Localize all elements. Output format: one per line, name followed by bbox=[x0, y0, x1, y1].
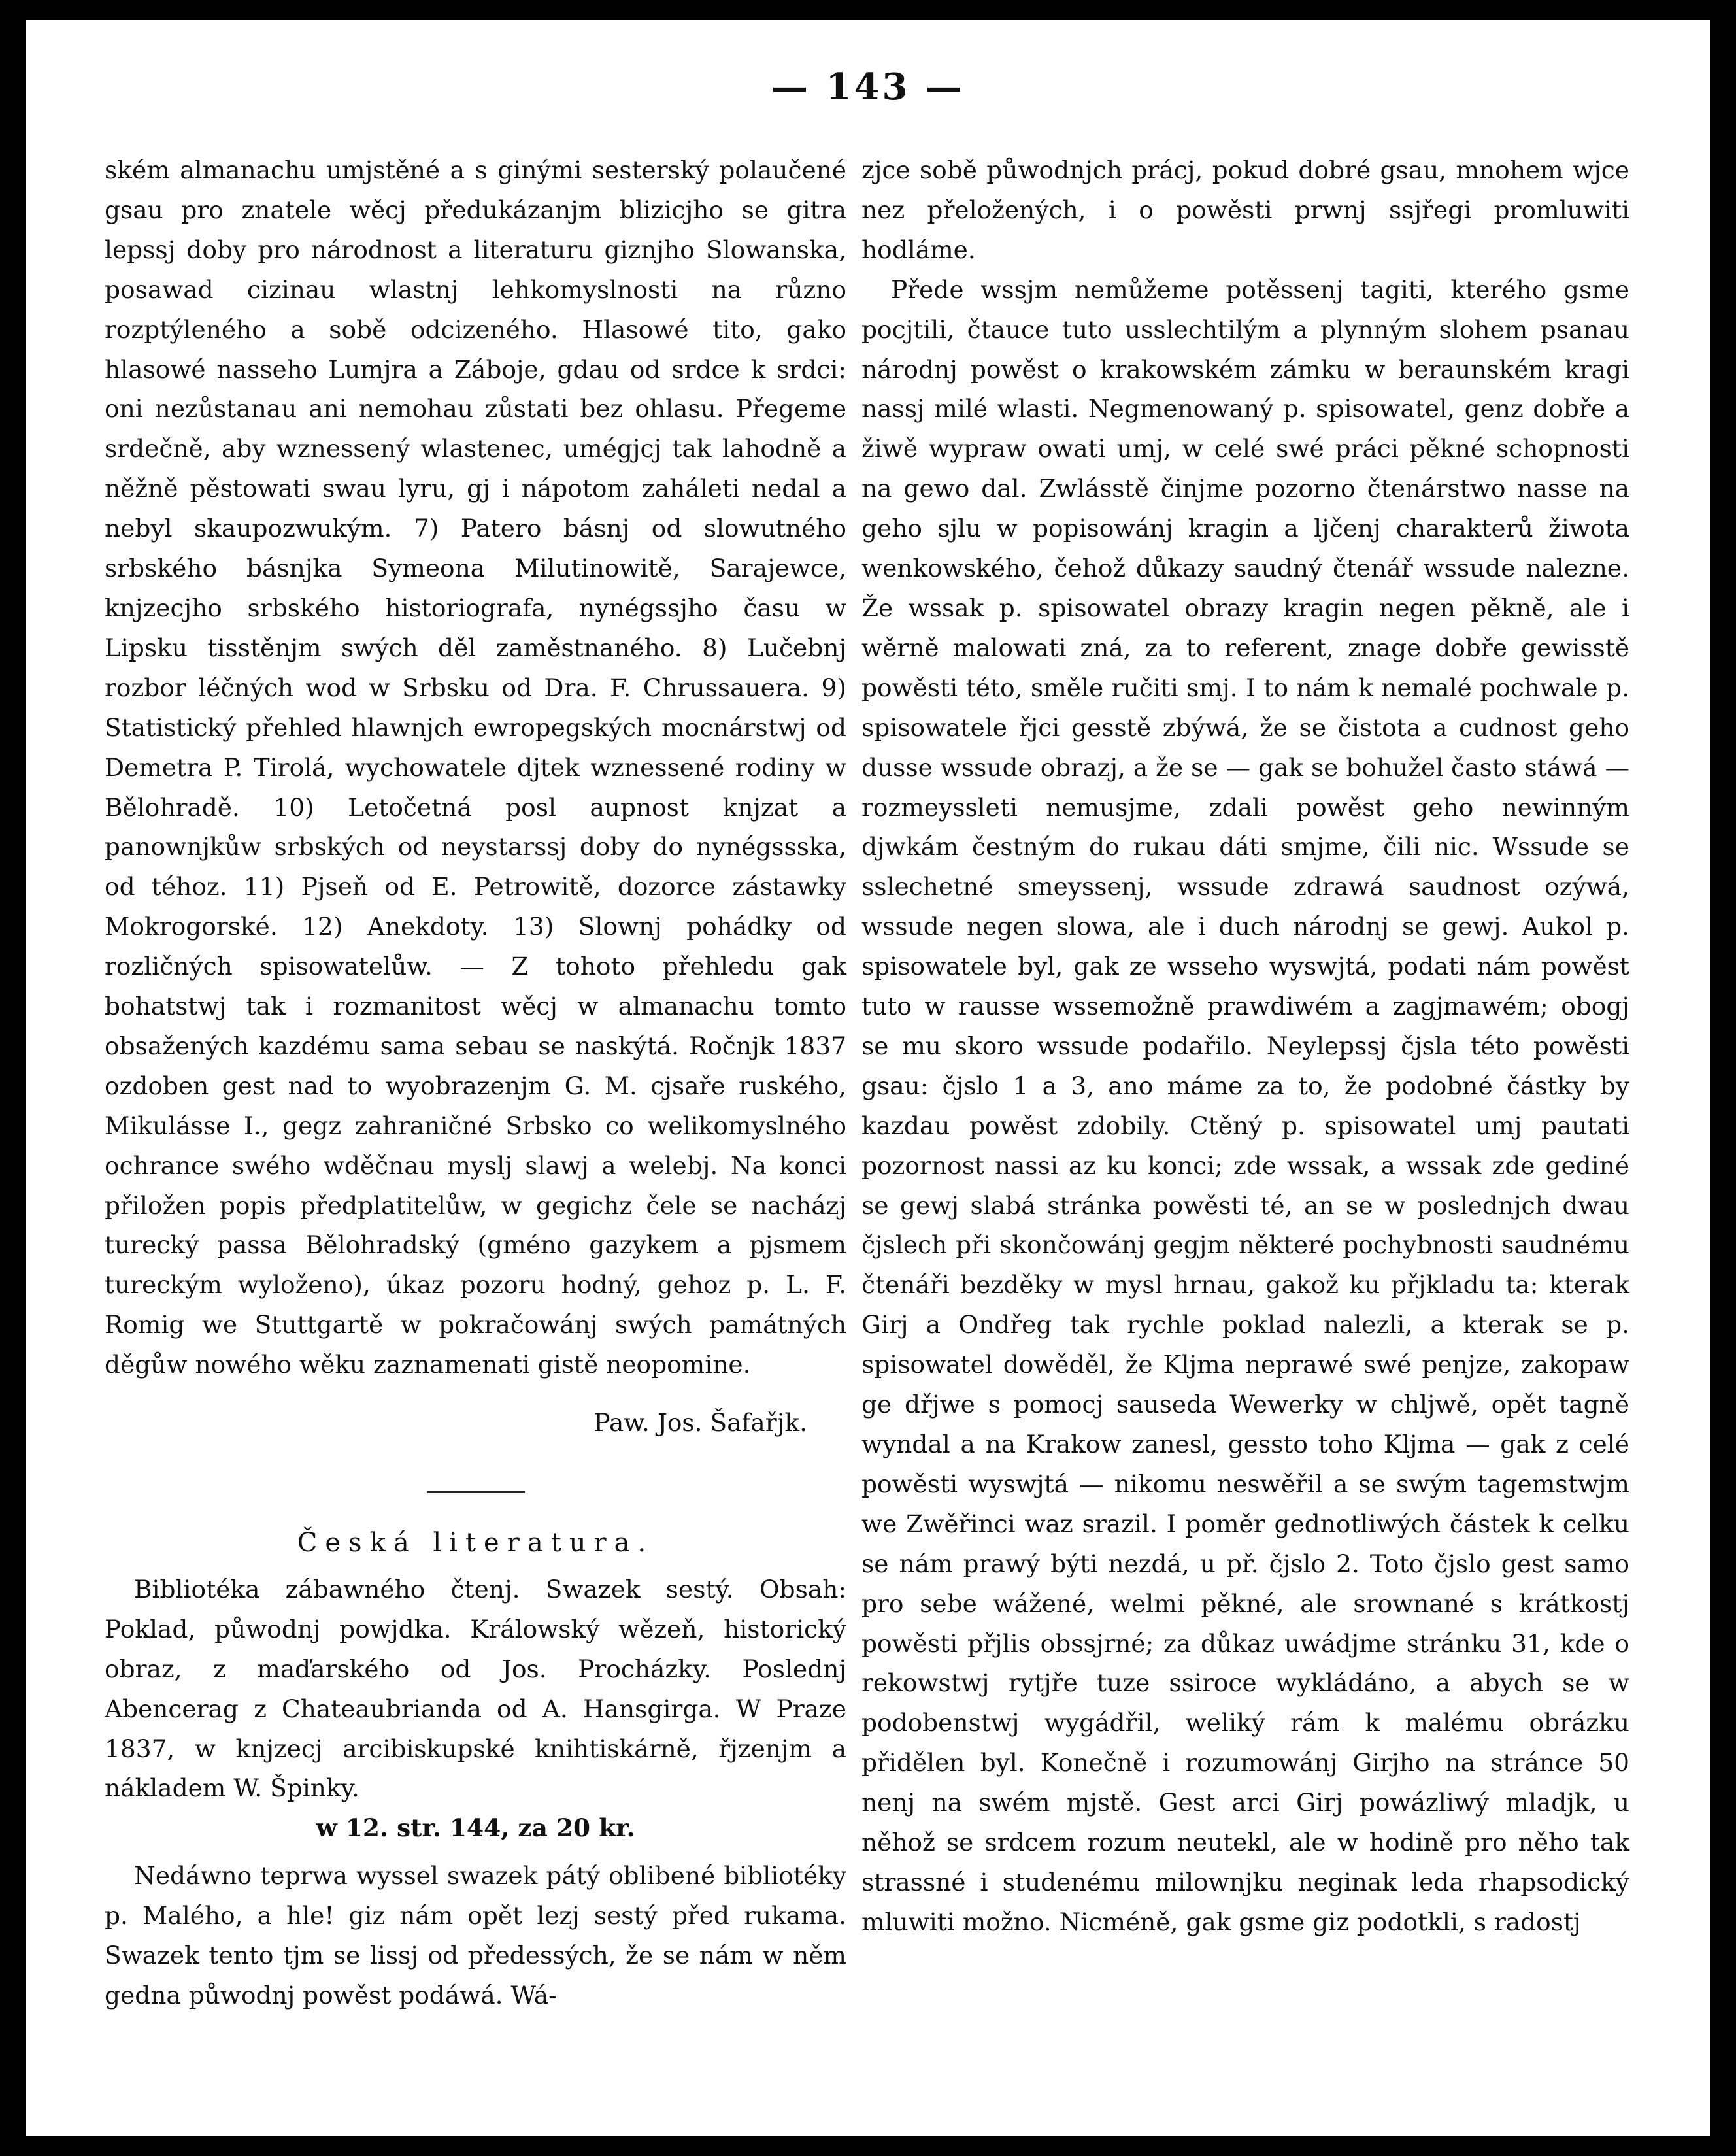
newspaper-page bbox=[26, 20, 1710, 2136]
bibliography-price: w 12. str. 144, za 20 kr. bbox=[316, 1813, 635, 1843]
bibliography-entry: Bibliotéka zábawného čtenj. Swazek sestý. Obsah: Poklad, půwodnj powjdka. Králowský wězeň, historický obraz, z maďarského od Jos. Procházky. Poslednj Abencerag z Chateaubrianda od A. Hansgirga. W Praze 1837, w knjzecj arcibiskupské knihtiskárně, řjzenjm a nákladem W. Špinky. bbox=[105, 1574, 846, 1803]
left-column bbox=[105, 150, 846, 2015]
section-title: Česká literatura. bbox=[297, 1528, 654, 1558]
section-divider bbox=[427, 1491, 525, 1493]
right-column bbox=[861, 150, 1629, 1942]
right-paragraph-1: zjce sobě půwodnjch prácj, pokud dobré gsau, mnohem wjce nez přeložených, i o powěsti prwnj ssjřegi promluwiti hodláme. bbox=[861, 156, 1629, 264]
author-signature: Paw. Jos. Šafařjk. bbox=[593, 1408, 807, 1438]
right-paragraph-2: Přede wssjm nemůžeme potěssenj tagiti, kterého gsme pocjtili, čtauce tuto usslechtilým a plynným slohem psanau národnj powěst o krakowském zámku w beraunském kragi nassj milé wlasti. Negmenowaný p. spisowatel, genz dobře a žiwě wypraw owati umj, w celé swé práci pěkné schopnosti na gewo dal. Zwlásstě činjme pozorno čtenárstwo nasse na geho sjlu w popisowánj kragin a ljčenj charakterů žiwota wenkowského, čehož důkazy saudný čtenář wssude nalezne. Že wssak p. spisowatel obrazy kragin negen pěkně, ale i wěrně malowati zná, za to referent, znage dobře gewisstě powěsti této, směle ručiti smj. I to nám k nemalé pochwale p. spisowatele řjci gesstě zbýwá, že se čistota a cudnost geho dusse wssude obrazj, a že se — gak se bohužel často stáwá — rozmeyssleti nemusjme, zdali powěst geho newinným djwkám čestným do rukau dáti smjme, čili nic. Wssude se sslechetné smeyssenj, wssude zdrawá saudnost ozýwá, wssude negen slowa, ale i duch národnj se gewj. Aukol p. spisowatele byl, gak ze wsseho wyswjtá, podati nám powěst tuto w rausse wssemožně prawdiwém a zagjmawém; obogj se mu skoro wssude podařilo. Neylepssj čjsla této powěsti gsau: čjslo 1 a 3, ano máme za to, že podobné částky by kazdau powěst zdobily. Ctěný p. spisowatel umj pautati pozornost nassi az ku konci; zde wssak, a wssak zde gediné se gewj slabá stránka powěsti té, an se w poslednjch dwau čjslech při skončowánj gegjm některé pochybnosti saudnému čtenáři bezděky w mysl hrnau, gakož ku přjkladu ta: kterak Girj a Ondřeg tak rychle poklad nalezli, a kterak se p. spisowatel dowěděl, že Kljma neprawé swé penjze, zakopaw ge dřjwe s pomocj sauseda Wewerky w chljwě, opět tagně wyndal a na Krakow zanesl, gessto toho Kljma — gak z celé powěsti wyswjtá — nikomu neswěřil a se swým tagemstwjm we Zwěřinci waz srazil. I poměr gednotliwých částek k celku se nám prawý býti nezdá, u př. čjslo 2. Toto čjslo gest samo pro sebe wážené, welmi pěkné, ale srownané s krátkostj powěsti přjlis obssjrné; za důkaz uwádjme stránku 31, kde o rekowstwj rytjře tuze ssiroce wykládáno, a abych se w podobenstwj wygádřil, weliký rám k malému obrázku přidělen byl. Konečně i rozumowánj Girjho na stránce 50 nenj na swém mjstě. Gest arci Girj powázliwý mladjk, u něhož se srdcem rozum neutekl, ale w hodině pro něho tak strassné i studenému milownjku neginak leda rhapsodický mluwiti možno. Nicméně, gak gsme giz podotkli, s radostj bbox=[861, 275, 1629, 1936]
left-paragraph-2: Nedáwno teprwa wyssel swazek pátý oblibené bibliotéky p. Malého, a hle! giz nám opět lezj sestý před rukama. Swazek tento tjm se lissj od předessých, že se nám w něm gedna půwodnj powěst podáwá. Wá- bbox=[105, 1861, 846, 2010]
page-number: — 143 — bbox=[771, 65, 965, 109]
left-paragraph-1: ském almanachu umjstěné a s ginými sesterský polaučené gsau pro znatele wěcj předukázanjm blizicjho se gitra lepssj doby pro národnost a literaturu giznjho Slowanska, posawad cizinau wlastnj lehkomyslnosti na různo rozptýleného a sobě odcizeného. Hlasowé tito, gako hlasowé nasseho Lumjra a Záboje, gdau od srdce k srdci: oni nezůstanau ani nemohau zůstati bez ohlasu. Přegeme srdečně, aby wznessený wlastenec, umégjcj tak lahodně a něžně pěstowati swau lyru, gj i nápotom zaháleti nedal a nebyl skaupozwukým. 7) Patero básnj od slowutného srbského básnjka Symeona Milutinowitě, Sarajewce, knjzecjho srbského historiografa, nynégssjho času w Lipsku tisstěnjm swých děl zaměstnaného. 8) Lučebnj rozbor léčných wod w Srbsku od Dra. F. Chrussauera. 9) Statistický přehled hlawnjch ewropegských mocnárstwj od Demetra P. Tirolá, wychowatele djtek wznessené rodiny w Bělohradě. 10) Letočetná posl aupnost knjzat a panownjkůw srbských od neystarssj doby do nynégssska, od téhoz. 11) Pjseň od E. Petrowitě, dozorce zástawky Mokrogorské. 12) Anekdoty. 13) Slownj pohádky od rozličných spisowatelůw. — Z tohoto přehledu gak bohatstwj tak i rozmanitost wěcj w almanachu tomto obsažených kazdému sama sebau se naskýtá. Ročnjk 1837 ozdoben gest nad to wyobrazenjm G. M. cjsaře ruského, Mikulásse I., gegz zahraničné Srbsko co welikomyslného ochrance swého wděčnau myslj slawj a welebj. Na konci přiložen popis předplatitelůw, w gegichz čele se nacházj turecký passa Bělohradský (gméno gazykem a pjsmem tureckým wyloženo), úkaz pozoru hodný, gehoz p. L. F. Romig we Stuttgartě w pokračowánj swých památných děgůw nowého wěku zaznamenati gistě neopomine. bbox=[105, 156, 846, 1379]
